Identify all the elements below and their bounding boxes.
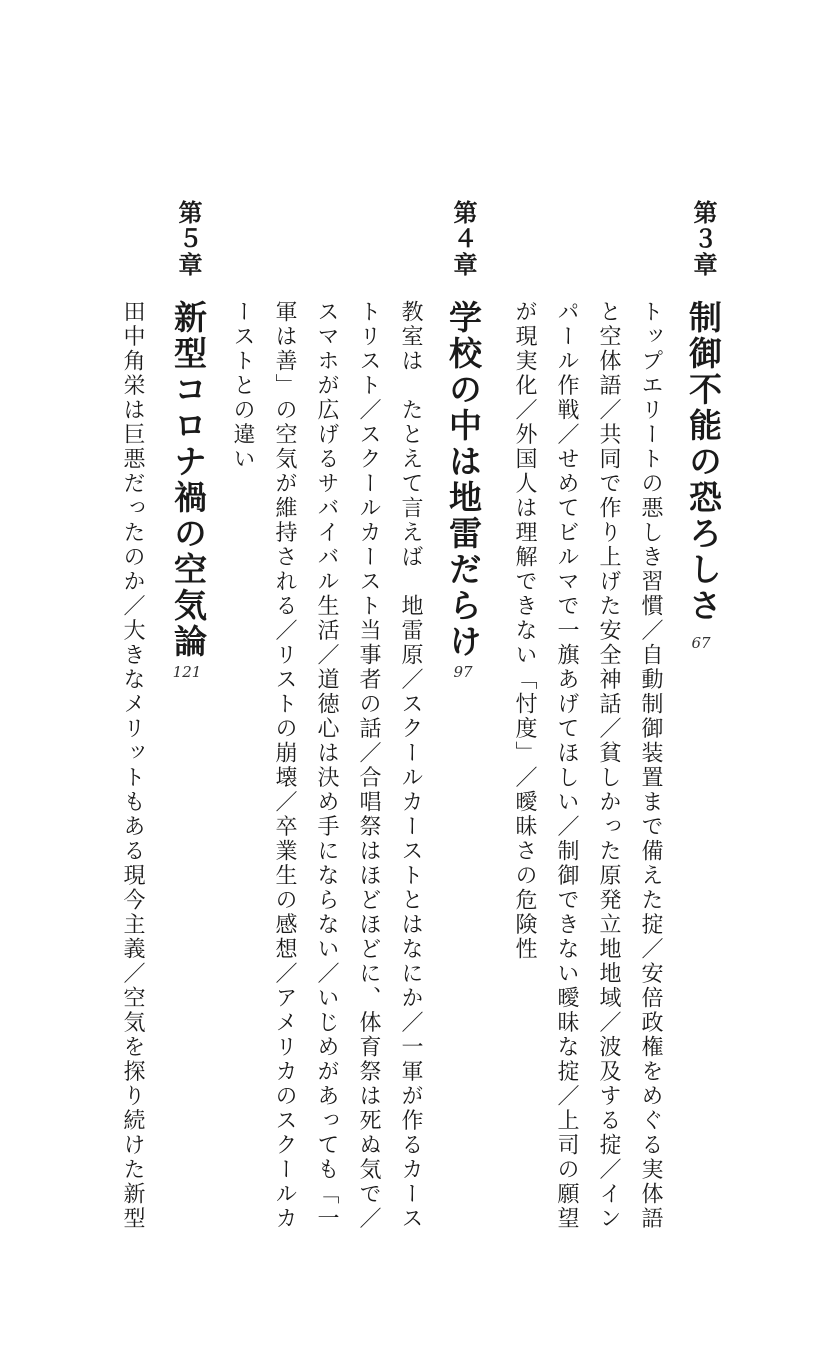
- chapter-5-summary-line-1: 田中角栄は巨悪だったのか／大きなメリットもある現今主義／空気を探り続けた新型: [120, 300, 145, 1231]
- chapter-4-summary-line-4: 軍は善」の空気が維持される／リストの崩壊／卒業生の感想／アメリカのスクールカ: [272, 300, 297, 1231]
- chapter-3-summary-line-2: と空体語／共同で作り上げた安全神話／貧しかった原発立地地域／波及する掟／イン: [596, 300, 621, 1231]
- chapter-4-title[interactable]: 学校の中は地雷だらけ: [444, 300, 483, 660]
- chapter-5-title[interactable]: 新型コロナ禍の空気論: [169, 300, 208, 660]
- chapter-3-summary-line-3: パール作戦／せめてビルマで一旗あげてほしい／制御できない曖昧な掟／上司の願望: [554, 300, 579, 1231]
- chapter-3-summary-line-4: が現実化／外国人は理解できない「忖度」／曖昧さの危険性: [512, 300, 537, 962]
- chapter-4-label: 第４章: [449, 200, 477, 278]
- chapter-4-page-number: 97: [453, 663, 473, 681]
- chapter-3-title[interactable]: 制御不能の恐ろしさ: [684, 300, 723, 624]
- chapter-4-summary-line-2: トリスト／スクールカースト当事者の話／合唱祭はほどほどに、体育祭は死ぬ気で／: [356, 300, 381, 1231]
- chapter-3-summary-line-1: トップエリートの悪しき習慣／自動制御装置まで備えた掟／安倍政権をめぐる実体語: [638, 300, 663, 1231]
- chapter-4-summary-line-3: スマホが広げるサバイバル生活／道徳心は決め手にならない／いじめがあっても「一: [314, 300, 339, 1231]
- chapter-4-summary-line-5: ーストとの違い: [230, 300, 255, 472]
- chapter-3-page-number: 67: [691, 634, 711, 652]
- chapter-5-page-number: 121: [172, 663, 202, 681]
- chapter-3-label: 第３章: [689, 200, 717, 278]
- chapter-4-summary-line-1: 教室は たとえて言えば 地雷原／スクールカーストとはなにか／一軍が作るカース: [398, 300, 423, 1231]
- chapter-5-label: 第５章: [174, 200, 202, 278]
